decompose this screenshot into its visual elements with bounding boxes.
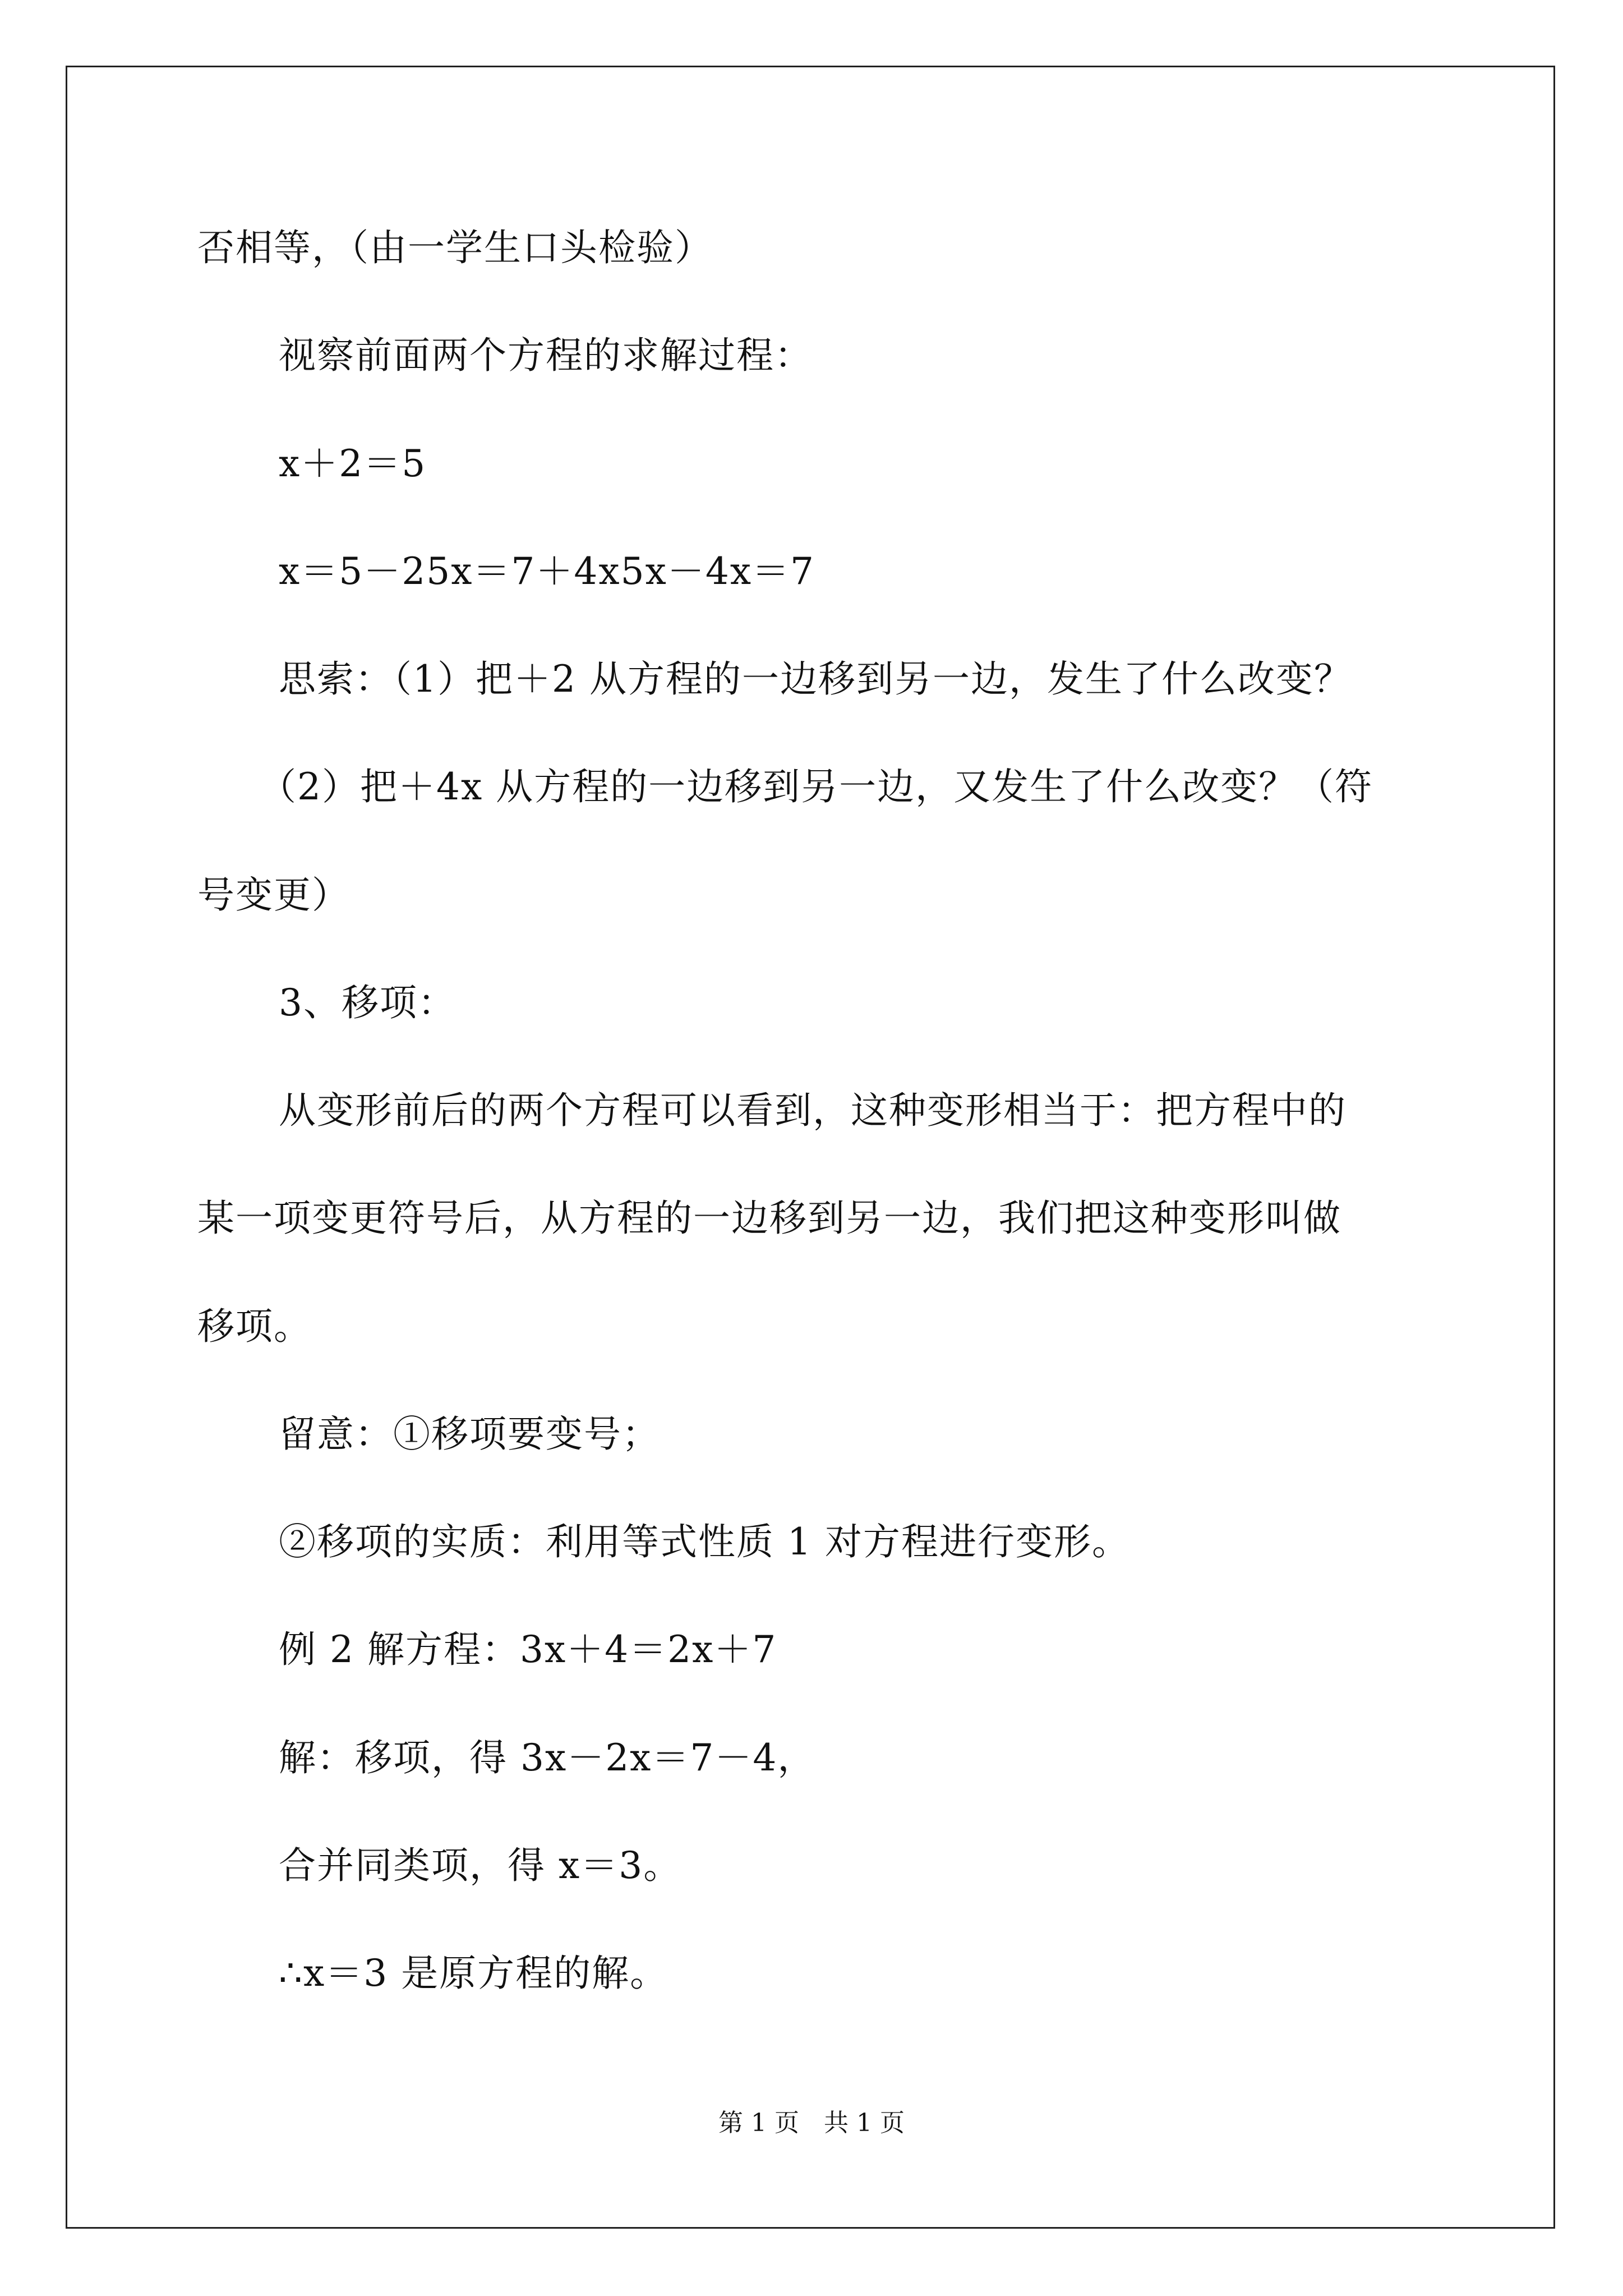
text-line: 否相等，（由一学生口头检验） [197,226,713,269]
text-line: 解：移项，得 3x－2x＝7－4， [279,1736,816,1779]
text-line: 例 2 解方程：3x＋4＝2x＋7 [279,1628,777,1671]
text-line: 视察前面两个方程的求解过程： [279,334,813,377]
page-border [66,66,1555,2229]
text-line: （2）把＋4x 从方程的一边移到另一边，又发生了什么改变？（符 [259,765,1373,808]
text-line: 从变形前后的两个方程可以看到，这种变形相当于：把方程中的 [279,1089,1347,1132]
text-line: 留意：①移项要变号； [279,1412,660,1456]
text-line: 某一项变更符号后，从方程的一边移到另一边，我们把这种变形叫做 [197,1197,1341,1240]
text-line: x＝5－25x＝7＋4x5x－4x＝7 [279,550,815,593]
text-line: ∴x＝3 是原方程的解。 [279,1952,668,1995]
text-line: 号变更） [197,873,350,917]
text-line: ②移项的实质：利用等式性质 1 对方程进行变形。 [279,1520,1130,1563]
text-line: 移项。 [197,1305,312,1348]
section-heading: 3、移项： [279,981,456,1024]
page-footer [0,2108,1623,2139]
page-total: 共 1 页 [824,2109,905,2137]
text-line: x＋2＝5 [279,442,427,485]
text-line: 思索：（1）把＋2 从方程的一边移到另一边，发生了什么改变？ [279,657,1352,701]
page-number: 第 1 页 [718,2109,799,2137]
text-line: 合并同类项，得 x＝3。 [279,1844,682,1887]
